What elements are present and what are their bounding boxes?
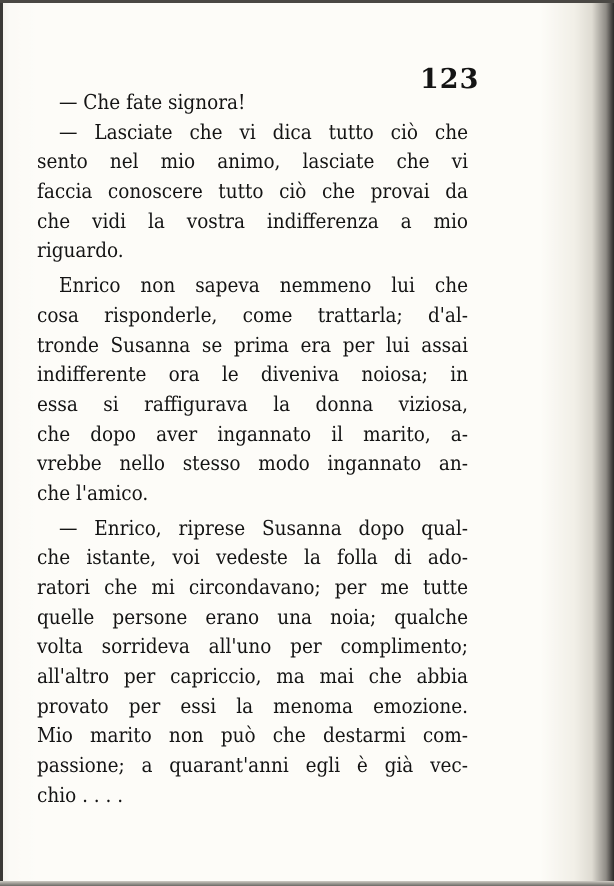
text-line: Mio marito non può che destarmi com-	[37, 723, 468, 748]
paragraph	[37, 88, 468, 118]
paragraph	[37, 271, 468, 509]
text-line: volta sorrideva all'uno per complimento;	[37, 634, 468, 659]
page-top-edge	[0, 0, 614, 3]
text-line: — Che fate signora!	[59, 90, 246, 114]
text-line: chio . . . .	[37, 782, 124, 807]
text-line: indifferente ora le diveniva noiosa; in	[37, 362, 468, 387]
text-line: — Lasciate che vi dica tutto ciò che	[59, 119, 468, 144]
text-line: quelle persone erano una noia; qualche	[37, 604, 468, 629]
text-line: che l'amico.	[37, 480, 149, 505]
page-left-edge	[0, 0, 3, 886]
text-line: Enrico non sapeva nemmeno lui che	[59, 273, 468, 298]
text-line: tronde Susanna se prima era per lui assai	[37, 332, 468, 357]
text-line: che dopo aver ingannato il marito, a-	[37, 421, 468, 446]
text-line: faccia conoscere tutto ciò che provai da	[37, 179, 468, 204]
text-line: sento nel mio animo, lasciate che vi	[37, 149, 468, 174]
page-bottom-edge	[0, 881, 614, 886]
page-number: 123	[420, 64, 480, 95]
text-line: passione; a quarant'anni egli è già vec-	[37, 753, 468, 778]
text-line: ratori che mi circondavano; per me tutte	[37, 575, 468, 599]
text-line: — Enrico, riprese Susanna dopo qual-	[59, 515, 468, 540]
text-line: che vidi la vostra indifferenza a mio	[37, 208, 468, 233]
paragraph	[37, 514, 468, 811]
text-line: riguardo.	[37, 238, 124, 263]
page-text	[37, 88, 468, 811]
text-line: cosa risponderle, come trattarla; d'al-	[37, 302, 468, 327]
text-line: all'altro per capriccio, ma mai che abbia	[37, 664, 468, 689]
paragraph	[37, 118, 468, 266]
text-line: che istante, voi vedeste la folla di ado-	[37, 545, 468, 570]
text-line: vrebbe nello stesso modo ingannato an-	[37, 451, 468, 476]
text-line: essa si raffigurava la donna viziosa,	[37, 391, 468, 416]
text-line: provato per essi la menoma emozione.	[37, 693, 468, 718]
